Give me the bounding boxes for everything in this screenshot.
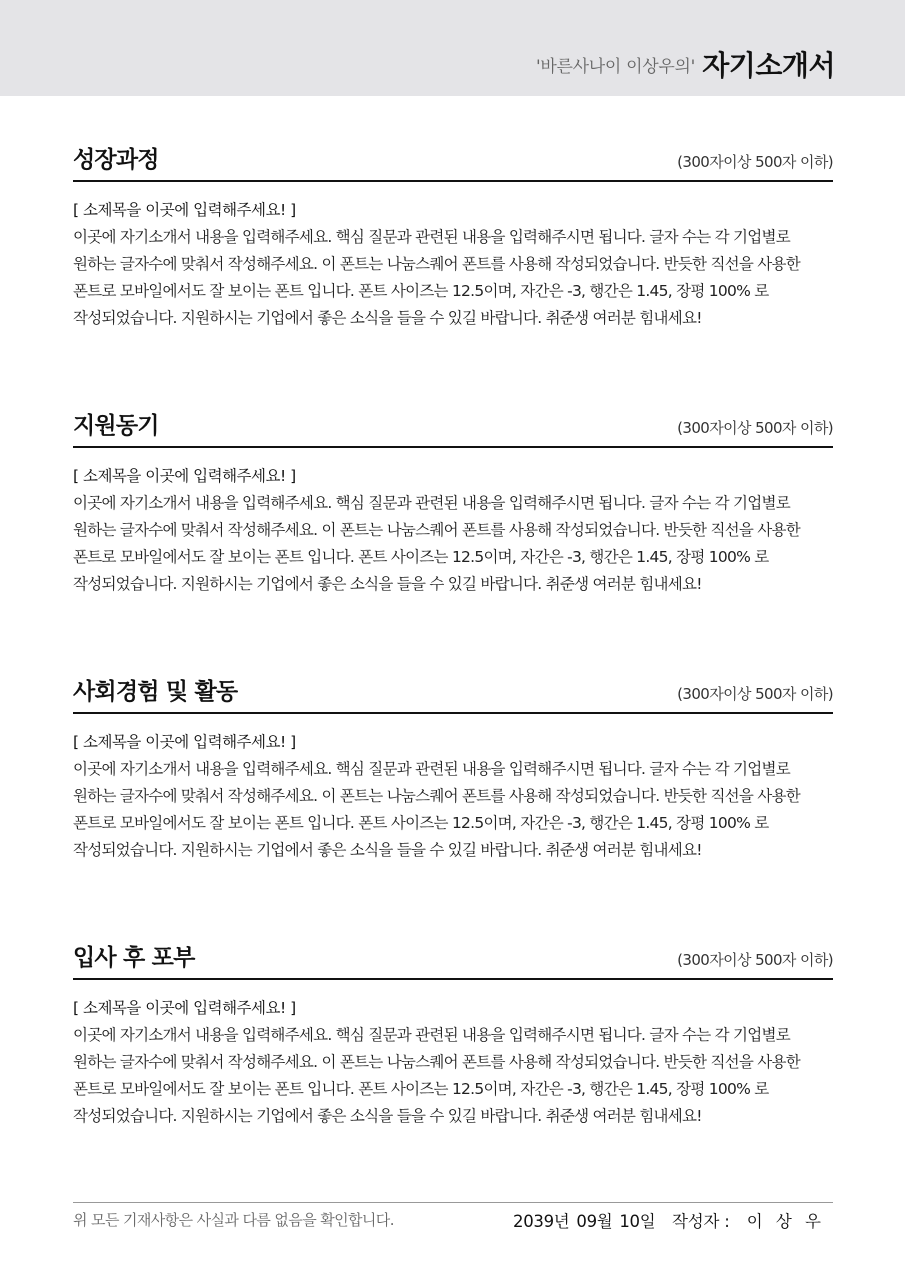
document-footer (73, 1202, 833, 1231)
header-subtitle: '바른사나이 이상우의' (536, 57, 695, 77)
section-title: 사회경험 및 활동 (73, 679, 238, 705)
section-subtitle: [ 소제목을 이곳에 입력해주세요! ] (73, 733, 296, 751)
section-growth (73, 146, 833, 332)
section-body: 이곳에 자기소개서 내용을 입력해주세요. 핵심 질문과 관련된 내용을 입력해주시면 됩니다. 글자 수는 각 기업별로 원하는 글자수에 맞춰서 작성해주세요. 이 폰트는 나눔스퀘어 폰트를 사용해 작성되었습니다. 반듯한 직선을 사용한 폰트로 모바일에서도 잘 보이는 폰트 입니다. 폰트 사이즈는 12.5이며, 자간은 -3, 행간은 1.45, 장평 100% 로 작성되었습니다. 지원하시는 기업에서 좋은 소식을 들을 수 있길 바랍니다. 취준생 여러분 힘내세요! (73, 228, 800, 327)
section-subtitle: [ 소제목을 이곳에 입력해주세요! ] (73, 467, 296, 485)
section-title: 지원동기 (73, 413, 159, 439)
section-header (73, 944, 833, 980)
section-char-limit: (300자이상 500자 이하) (677, 153, 833, 171)
section-motivation (73, 412, 833, 598)
section-title: 성장과정 (73, 147, 159, 173)
section-title: 입사 후 포부 (73, 945, 195, 971)
writer-name: 이 상 우 (746, 1212, 825, 1231)
section-header (73, 412, 833, 448)
writer-block (672, 1208, 825, 1232)
section-char-limit: (300자이상 500자 이하) (677, 419, 833, 437)
confirmation-statement: 위 모든 기재사항은 사실과 다름 없음을 확인합니다. (73, 1211, 394, 1229)
section-body: 이곳에 자기소개서 내용을 입력해주세요. 핵심 질문과 관련된 내용을 입력해주시면 됩니다. 글자 수는 각 기업별로 원하는 글자수에 맞춰서 작성해주세요. 이 폰트는 나눔스퀘어 폰트를 사용해 작성되었습니다. 반듯한 직선을 사용한 폰트로 모바일에서도 잘 보이는 폰트 입니다. 폰트 사이즈는 12.5이며, 자간은 -3, 행간은 1.45, 장평 100% 로 작성되었습니다. 지원하시는 기업에서 좋은 소식을 들을 수 있길 바랍니다. 취준생 여러분 힘내세요! (73, 760, 800, 859)
document-title: 자기소개서 (702, 49, 835, 82)
document-header (0, 0, 905, 96)
section-aspiration (73, 944, 833, 1130)
section-char-limit: (300자이상 500자 이하) (677, 685, 833, 703)
writer-label: 작성자 : (672, 1212, 730, 1231)
section-subtitle: [ 소제목을 이곳에 입력해주세요! ] (73, 999, 296, 1017)
signing-date: 2039년 09월 10일 (513, 1212, 656, 1231)
section-body: 이곳에 자기소개서 내용을 입력해주세요. 핵심 질문과 관련된 내용을 입력해주시면 됩니다. 글자 수는 각 기업별로 원하는 글자수에 맞춰서 작성해주세요. 이 폰트는 나눔스퀘어 폰트를 사용해 작성되었습니다. 반듯한 직선을 사용한 폰트로 모바일에서도 잘 보이는 폰트 입니다. 폰트 사이즈는 12.5이며, 자간은 -3, 행간은 1.45, 장평 100% 로 작성되었습니다. 지원하시는 기업에서 좋은 소식을 들을 수 있길 바랍니다. 취준생 여러분 힘내세요! (73, 1026, 800, 1125)
section-experience (73, 678, 833, 864)
section-header (73, 146, 833, 182)
section-subtitle: [ 소제목을 이곳에 입력해주세요! ] (73, 201, 296, 219)
section-char-limit: (300자이상 500자 이하) (677, 951, 833, 969)
section-body: 이곳에 자기소개서 내용을 입력해주세요. 핵심 질문과 관련된 내용을 입력해주시면 됩니다. 글자 수는 각 기업별로 원하는 글자수에 맞춰서 작성해주세요. 이 폰트는 나눔스퀘어 폰트를 사용해 작성되었습니다. 반듯한 직선을 사용한 폰트로 모바일에서도 잘 보이는 폰트 입니다. 폰트 사이즈는 12.5이며, 자간은 -3, 행간은 1.45, 장평 100% 로 작성되었습니다. 지원하시는 기업에서 좋은 소식을 들을 수 있길 바랍니다. 취준생 여러분 힘내세요! (73, 494, 800, 593)
section-header (73, 678, 833, 714)
